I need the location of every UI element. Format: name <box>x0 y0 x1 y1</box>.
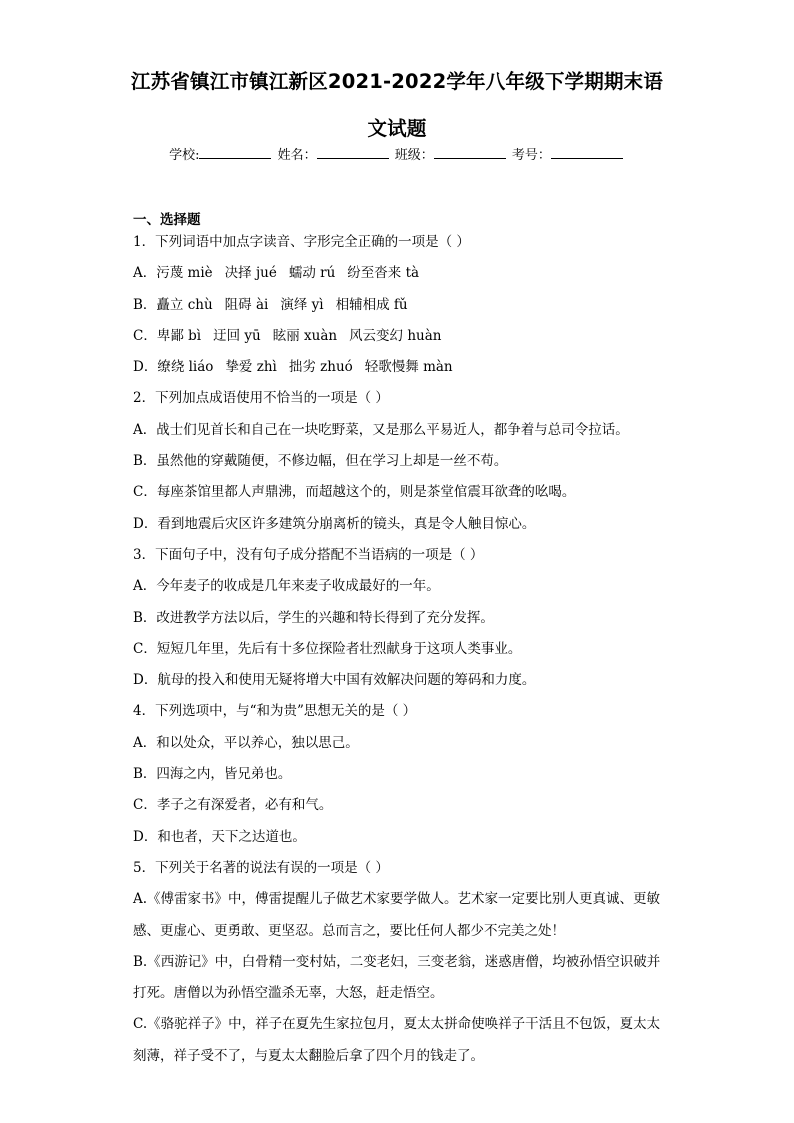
q5-option-a: A.《傅雷家书》中，傅雷提醒儿子做艺术家要学做人。艺术家一定要比别人更真诚、更敏感、更虚心、更勇敢、更坚忍。总而言之，要比任何人都少不完美之处！ <box>133 891 661 939</box>
q5-option-c: C.《骆驼祥子》中，祥子在夏先生家拉包月，夏太太拼命使唤祥子干活且不包饭，夏太太刻薄，祥子受不了，与夏太太翻脸后拿了四个月的钱走了。 <box>133 1016 661 1064</box>
number-label: 考号： <box>511 148 551 163</box>
class-label: 班级： <box>394 148 434 163</box>
q2-stem: 2．下列加点成语使用不恰当的一项是（ ） <box>133 390 389 407</box>
school-blank[interactable] <box>199 146 271 159</box>
number-blank[interactable] <box>551 146 623 159</box>
q4-option-a: A．和以处众，平以养心，独以思己。 <box>133 734 359 751</box>
q2-option-c: C．每座茶馆里都人声鼎沸，而超越这个的，则是茶堂倌震耳欲聋的吆喝。 <box>133 484 576 501</box>
name-label: 姓名： <box>277 148 317 163</box>
q4-stem: 4．下列选项中，与“和为贵”思想无关的是（ ） <box>133 703 417 720</box>
q1-stem: 1．下列词语中加点字读音、字形完全正确的一项是（ ） <box>133 234 470 250</box>
q3-option-c: C．短短几年里，先后有十多位探险者壮烈献身于这项人类事业。 <box>133 640 522 657</box>
q1-option-a: A．污蔑 miè 决择 jué 蠕动 rú 纷至沓来 tà <box>133 265 420 282</box>
q2-option-a: A．战士们见首长和自己在一块吃野菜，又是那么平易近人，都争着与总司令拉话。 <box>133 421 629 438</box>
q1-option-b: B．矗立 chù 阻碍 ài 演绎 yì 相辅相成 fǔ <box>133 296 408 313</box>
class-blank[interactable] <box>434 146 506 159</box>
q4-option-b: B．四海之内，皆兄弟也。 <box>133 766 292 783</box>
section-heading: 一、选择题 <box>133 212 201 228</box>
q2-option-d: D．看到地震后灾区许多建筑分崩离析的镜头，真是令人触目惊心。 <box>133 515 536 532</box>
q3-stem: 3．下面句子中，没有句子成分搭配不当语病的一项是（ ） <box>133 546 484 563</box>
q5-stem: 5．下列关于名著的说法有误的一项是（ ） <box>133 859 389 876</box>
q2-option-b: B．虽然他的穿戴随便，不修边幅，但在学习上却是一丝不苟。 <box>133 453 508 470</box>
student-info-row <box>0 144 794 163</box>
q3-option-b: B．改进教学方法以后，学生的兴趣和特长得到了充分发挥。 <box>133 609 494 626</box>
q5-option-b: B.《西游记》中，白骨精一变村姑，二变老妇，三变老翁，迷惑唐僧，均被孙悟空识破并打死。唐僧以为孙悟空滥杀无辜，大怒，赶走悟空。 <box>133 953 661 1002</box>
q3-option-d: D．航母的投入和使用无疑将增大中国有效解决问题的筹码和力度。 <box>133 672 536 689</box>
question-list <box>133 233 673 1078</box>
exam-title-line2: 文试题 <box>367 117 427 140</box>
exam-title-line1: 江苏省镇江市镇江新区2021-2022学年八年级下学期期末语 <box>130 70 664 93</box>
q1-option-c: C．卑鄙 bì 迂回 yū 眩丽 xuàn 风云变幻 huàn <box>133 327 442 344</box>
q4-option-c: C．孝子之有深爱者，必有和气。 <box>133 797 333 814</box>
school-label: 学校: <box>169 148 200 163</box>
q3-option-a: A．今年麦子的收成是几年来麦子收成最好的一年。 <box>133 578 440 595</box>
name-blank[interactable] <box>317 146 389 159</box>
q4-option-d: D．和也者，天下之达道也。 <box>133 828 306 845</box>
q1-option-d: D．缭绕 liáo 挚爱 zhì 拙劣 zhuó 轻歌慢舞 màn <box>133 359 453 376</box>
